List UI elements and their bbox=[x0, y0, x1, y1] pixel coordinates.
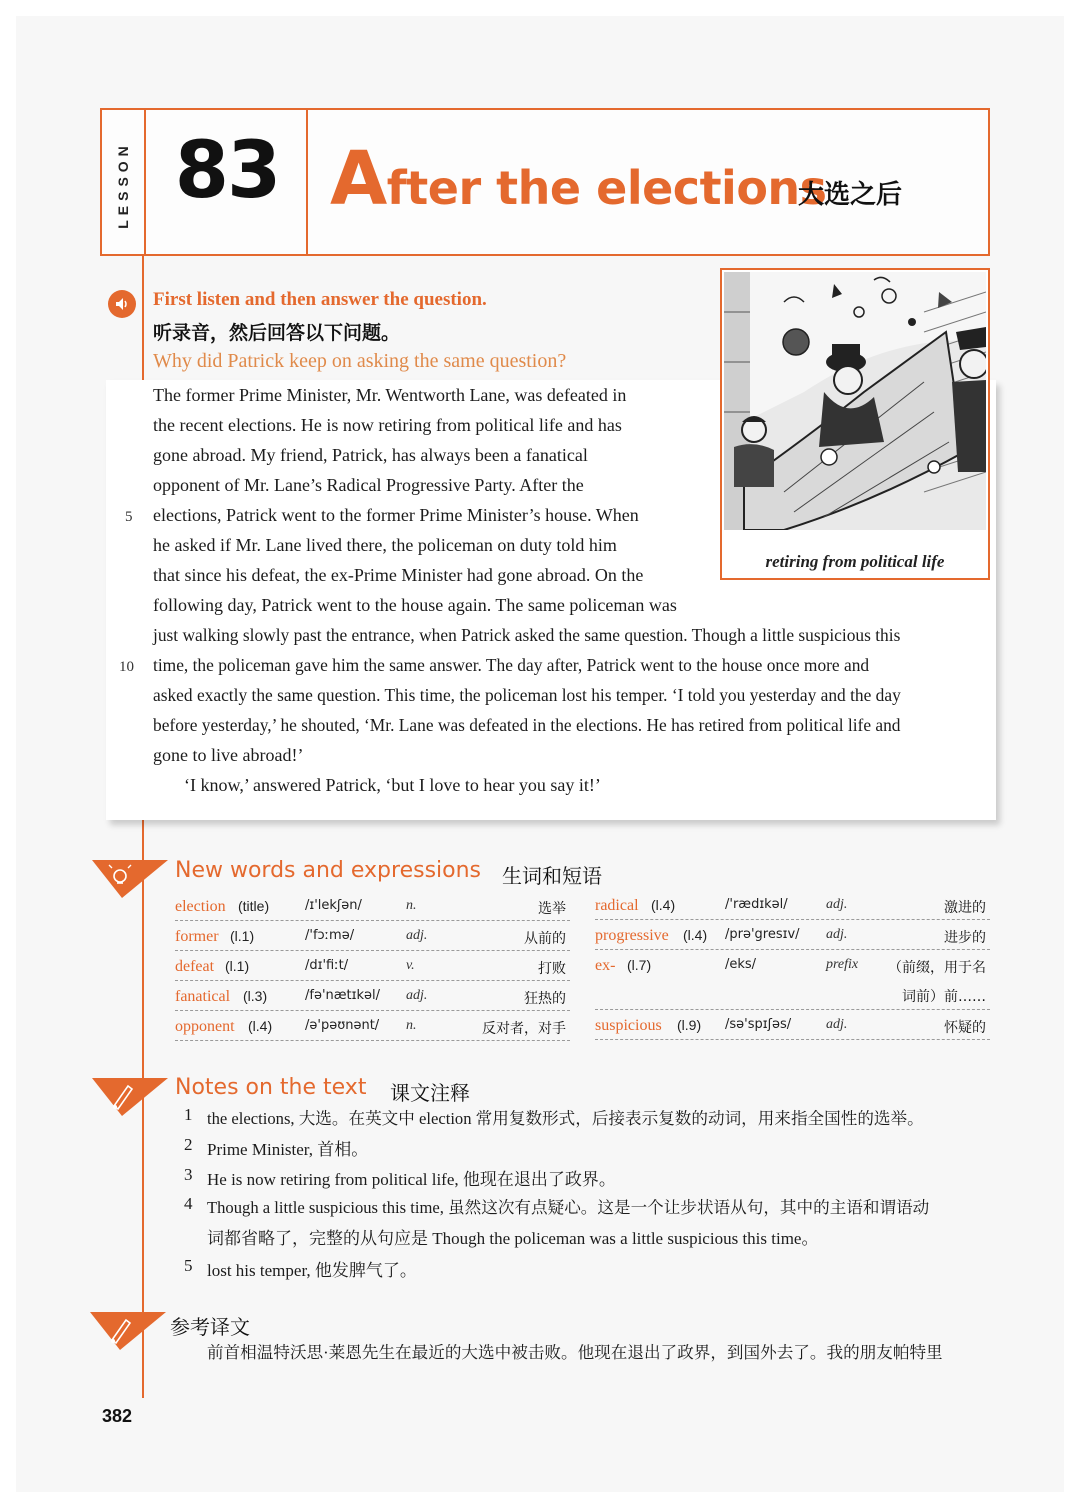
note-number: 4 bbox=[184, 1194, 193, 1213]
header-divider bbox=[306, 110, 308, 254]
text-line: just walking slowly past the entrance, when Patrick asked the same question. Though a little suspicious this bbox=[153, 625, 901, 645]
lesson-title bbox=[330, 136, 827, 222]
lesson-title-cn: 大选之后 bbox=[798, 180, 903, 210]
vocab-title: New words and expressions bbox=[175, 858, 482, 883]
lightbulb-icon bbox=[92, 858, 168, 898]
vocab-row: suspicious (l.9) /sə'spɪʃəs/ adj. 怀疑的 bbox=[595, 1015, 990, 1040]
text-line: time, the policeman gave him the same answer. The day after, Patrick went to the house once more and bbox=[153, 655, 870, 675]
lesson-header bbox=[100, 108, 990, 256]
text-line: he asked if Mr. Lane lived there, the policeman on duty told him bbox=[153, 535, 617, 555]
text-line: gone to live abroad!’ bbox=[153, 745, 304, 765]
note-text: 词都省略了，完整的从句应是 Though the policeman was a little suspicious this time。 bbox=[207, 1229, 819, 1248]
listen-instruction-cn: 听录音，然后回答以下问题。 bbox=[153, 323, 401, 344]
vocab-title-cn: 生词和短语 bbox=[502, 864, 602, 888]
notes-title-cn: 课文注释 bbox=[390, 1081, 470, 1105]
title-initial: A bbox=[330, 136, 387, 222]
vocab-row: former (l.1) /'fɔːmə/ adj. 从前的 bbox=[175, 926, 570, 951]
vocab-row: defeat (l.1) /dɪ'fiːt/ v. 打败 bbox=[175, 956, 570, 981]
lesson-number: 83 bbox=[174, 126, 280, 216]
translation-text: 前首相温特沃思·莱恩先生在最近的大选中被击败。他现在退出了政界，到国外去了。我的朋友帕特里 bbox=[207, 1343, 943, 1362]
illustration-caption: retiring from political life bbox=[765, 552, 945, 571]
text-line: following day, Patrick went to the house again. The same policeman was bbox=[153, 595, 677, 615]
vocab-row: opponent (l.4) /ə'pəʊnənt/ n. 反对者，对手 bbox=[175, 1016, 570, 1041]
text-line: opponent of Mr. Lane’s Radical Progressive Party. After the bbox=[153, 475, 584, 495]
lesson-label: LESSON bbox=[115, 141, 132, 229]
text-line: gone abroad. My friend, Patrick, has always been a fanatical bbox=[153, 445, 588, 465]
pen-icon bbox=[90, 1310, 166, 1350]
note-number: 5 bbox=[184, 1256, 193, 1275]
vocab-row: fanatical (l.3) /fə'nætɪkəl/ adj. 狂热的 bbox=[175, 986, 570, 1011]
speaker-icon[interactable] bbox=[108, 290, 136, 318]
text-line: the recent elections. He is now retiring from political life and has bbox=[153, 415, 622, 435]
listen-instruction-en: First listen and then answer the question. bbox=[153, 289, 487, 310]
note-text: He is now retiring from political life, 他现在退出了政界。 bbox=[207, 1170, 616, 1189]
text-line: asked exactly the same question. This time, the policeman lost his temper. ‘I told you yesterday and the day bbox=[153, 685, 901, 705]
note-text: Though a little suspicious this time, 虽然这次有点疑心。这是一个让步状语从句，其中的主语和谓语动 bbox=[207, 1198, 930, 1217]
line-number: 10 bbox=[119, 659, 134, 675]
note-number: 1 bbox=[184, 1105, 193, 1124]
note-text: the elections, 大选。在英文中 election 常用复数形式，后接表示复数的动词，用来指全国性的选举。 bbox=[207, 1109, 924, 1128]
note-number: 3 bbox=[184, 1165, 193, 1184]
text-line: before yesterday,’ he shouted, ‘Mr. Lane was defeated in the elections. He has retired from political life and bbox=[153, 715, 901, 735]
title-rest: fter the elections bbox=[386, 161, 827, 215]
text-line: that since his defeat, the ex-Prime Minister had gone abroad. On the bbox=[153, 565, 644, 585]
vocab-row: election (title) /ɪ'lekʃən/ n. 选举 bbox=[175, 896, 570, 921]
note-text: Prime Minister, 首相。 bbox=[207, 1140, 369, 1159]
translation-title: 参考译文 bbox=[170, 1315, 250, 1339]
vocab-row: progressive (l.4) /prə'gresɪv/ adj. 进步的 bbox=[595, 925, 990, 950]
note-text: lost his temper, 他发脾气了。 bbox=[207, 1261, 417, 1280]
header-divider bbox=[144, 110, 146, 254]
text-line: ‘I know,’ answered Patrick, ‘but I love to hear you say it!’ bbox=[184, 775, 601, 795]
line-number: 5 bbox=[125, 509, 133, 525]
vocab-row: radical (l.4) /'rædɪkəl/ adj. 激进的 bbox=[595, 895, 990, 920]
note-number: 2 bbox=[184, 1135, 193, 1154]
page-number: 382 bbox=[102, 1406, 133, 1426]
text-line: elections, Patrick went to the former Prime Minister’s house. When bbox=[153, 505, 639, 525]
cartoon-image bbox=[724, 272, 986, 530]
text-line: The former Prime Minister, Mr. Wentworth Lane, was defeated in bbox=[153, 385, 627, 405]
listen-question: Why did Patrick keep on asking the same question? bbox=[153, 350, 567, 372]
pen-icon bbox=[92, 1076, 168, 1116]
vocab-row: ex- (l.7) /eks/ prefix （前缀，用于名 词前）前…… bbox=[595, 955, 990, 1010]
notes-title: Notes on the text bbox=[175, 1075, 367, 1100]
illustration-frame bbox=[720, 268, 990, 580]
